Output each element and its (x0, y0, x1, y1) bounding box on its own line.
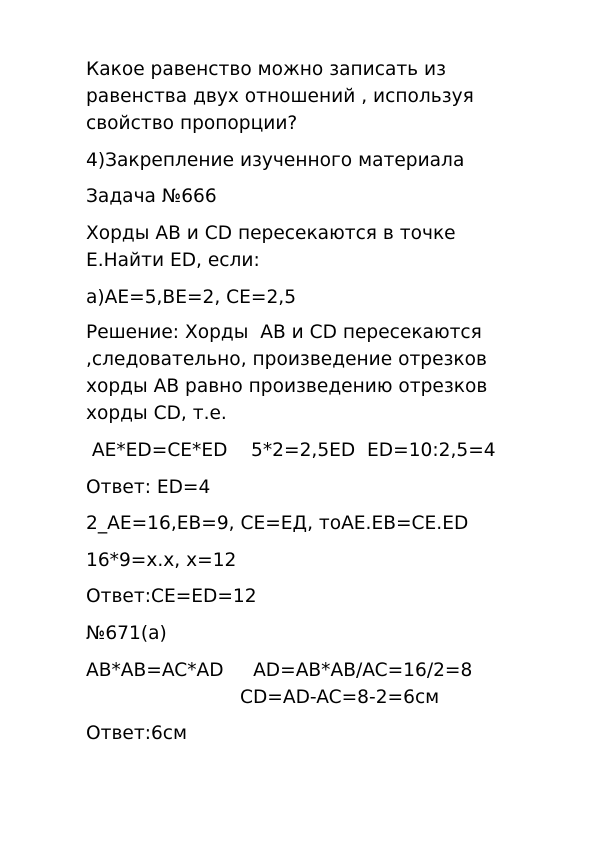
task-title: Задача №666 (86, 186, 217, 207)
task-text-line-1: Хорды AB и CD пересекаются в точке (86, 223, 456, 244)
part-2-given: 2_AE=16,EB=9, CE=ЕД, тоAE.EB=CE.ED (86, 513, 469, 534)
question-line-2: равенства двух отношений , используя (86, 86, 474, 107)
equation-1: AE*ED=CE*ED 5*2=2,5ED ED=10:2,5=4 (86, 440, 496, 461)
equation-4: CD=AD-AC=8-2=6см (240, 687, 440, 708)
task-text (86, 220, 546, 274)
answer-1: Ответ: ED=4 (86, 477, 211, 498)
part-a-given: а)AE=5,BE=2, CE=2,5 (86, 287, 297, 308)
solution-line-2: ,следовательно, произведение отрезков (86, 349, 488, 370)
solution-line-1: Решение: Хорды AB и CD пересекаются (86, 322, 482, 343)
question-line-1: Какое равенство можно записать из (86, 59, 447, 80)
task-text-line-2: E.Найти ED, если: (86, 250, 260, 271)
section-heading: 4)Закрепление изученного материала (86, 150, 465, 171)
answer-3: Ответ:6см (86, 723, 188, 744)
solution-paragraph (86, 319, 546, 427)
equation-2: 16*9=x.x, x=12 (86, 550, 237, 571)
equation-3: AB*AB=AC*AD AD=AB*AB/AC=16/2=8 (86, 660, 473, 681)
solution-line-3: хорды AB равно произведению отрезков (86, 376, 488, 397)
answer-2: Ответ:CE=ED=12 (86, 586, 257, 607)
solution-line-4: хорды CD, т.е. (86, 403, 227, 424)
task-671-title: №671(а) (86, 623, 167, 644)
question-paragraph (86, 56, 546, 137)
question-line-3: свойство пропорции? (86, 113, 298, 134)
